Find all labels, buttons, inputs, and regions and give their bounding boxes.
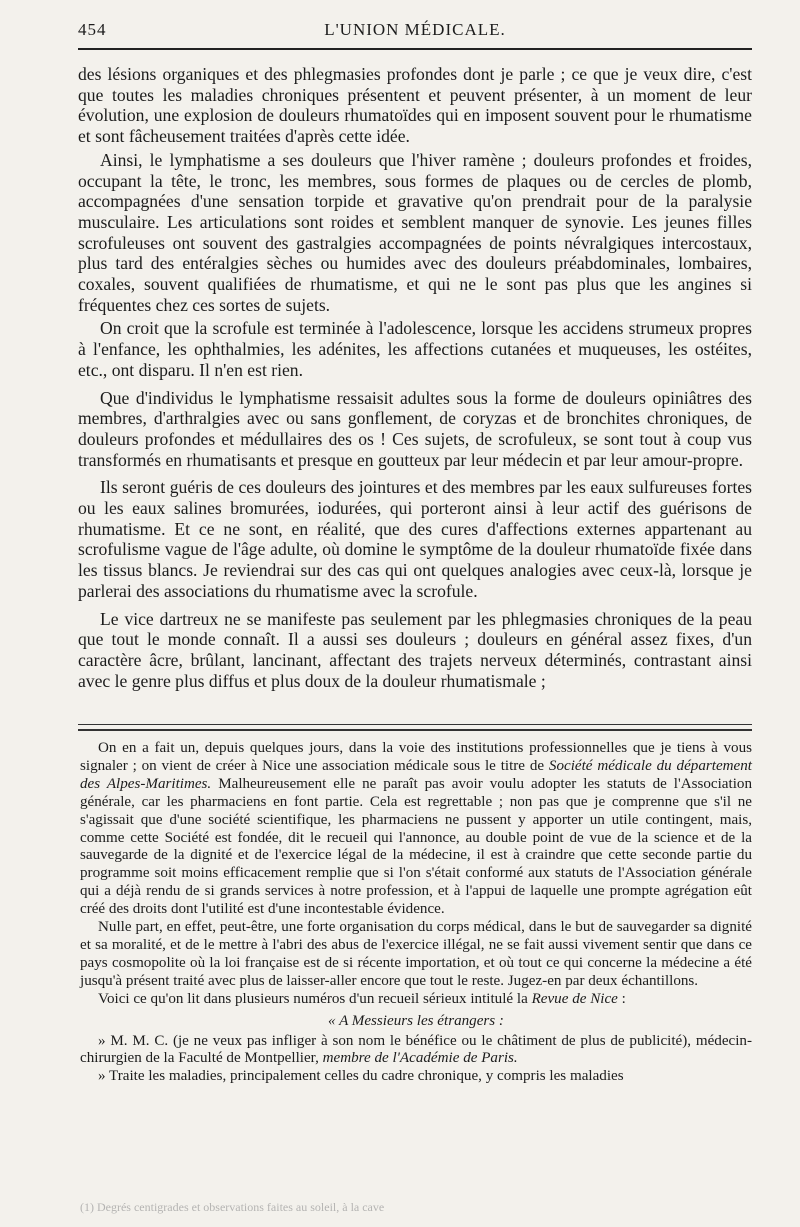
page-header	[78, 20, 752, 46]
advert-heading: « A Messieurs les étrangers :	[328, 1012, 504, 1029]
feuilleton-text: Malheureusement elle ne paraît pas avoir voulu adopter les statuts de l'Association générale, car les pharmaciens en font partie. Cela est regrettable ; non pas que je comprenne que s'il ne s'agissait que d'une société scientifique, les pharmaciens ne pussent y apporter un utile contingent, mais, comme cette Société est fondée, dit le recueil qui l'annonce, au double point de vue de la science et de la sauvegarde de la dignité et de l'exercice légal de la médecine, il est à craindre que cette seconde partie du programme soit moins efficacement remplie que si l'on s'était conformé aux statuts de l'Association générale qui a déjà rendu de si grands services à notre profession, et à l'appui de laquelle une prompte agrégation eût créé des droits dont l'utilité est d'une incontestable évidence.	[80, 775, 752, 918]
feuilleton-separator	[78, 724, 752, 731]
article-paragraph: Que d'individus le lymphatisme ressaisit adultes sous la forme de douleurs opiniâtres des membres, d'arthralgies avec ou sans gonflement, de coryzas et de bronchites chroniques, de douleurs profondes et médullaires des os ! Ces sujets, de scrofuleux, se sont tout à coup vus transformés en rhumatisants et presque en goutteux par leur médecin et par leur amour-propre.	[78, 387, 752, 470]
feuilleton-paragraph	[80, 740, 752, 919]
feuilleton-text: :	[617, 990, 626, 1007]
article-paragraph: des lésions organiques et des phlegmasies profondes dont je parle ; ce que je veux dire, c'est que toutes les maladies chroniques présentent et peuvent présenter, à un moment de leur évolution, une explosion de douleurs rhumatoïdes qui en imposent souvent pour le rhumatisme et sont fâcheusement traitées d'après cette idée.	[78, 64, 752, 147]
feuilleton-italic: Société médicale du département des Alpes-Maritimes.	[80, 757, 752, 792]
feuilleton-paragraph: Nulle part, en effet, peut-être, une forte organisation du corps médical, dans le but de sauvegarder sa dignité et sa moralité, et de le mettre à l'abri des abus de l'exercice illégal, ne se fait aussi vivement sentir que dans ce pays cosmopolite où la loi française est de si récente importation, et où tout ce qui concerne la médecine a été jusqu'à présent traité avec plus de laisser-aller encore que tout le reste. Jugez-en par deux échantillons.	[80, 919, 752, 989]
feuilleton-italic: membre de l'Académie de Paris.	[322, 1050, 518, 1067]
feuilleton-paragraph	[80, 1033, 752, 1069]
feuilleton-paragraph: » Traite les maladies, principalement celles du cadre chronique, y compris les maladies	[98, 1068, 624, 1085]
main-article	[78, 64, 752, 691]
header-rule	[78, 48, 752, 50]
feuilleton-text: On en a fait un, depuis quelques jours, dans la voie des institutions professionnelles que je tiens à vous signaler ; on vient de créer à Nice une association médicale sous le titre de	[80, 740, 752, 774]
feuilleton-italic: Revue de Nice	[531, 990, 618, 1007]
running-title: L'UNION MÉDICALE.	[324, 20, 506, 39]
article-paragraph: Ils seront guéris de ces douleurs des jointures et des membres par les eaux sulfureuses fortes ou les eaux salines bromurées, iodurées, qui porteront ainsi à leur actif des guérisons de rhumatisme. Et ce ne sont, en réalité, que des cures d'affections externes appartenant au scrofulisme vague de l'âge adulte, où domine le symptôme de la douleur rhumatoïde fixée dans les tissus blancs. Je reviendrai sur des cas qui ont quelques analogies avec ceux-là, lorsque je parlerai des associations du rhumatisme avec la scrofule.	[78, 477, 752, 601]
feuilleton-paragraph	[80, 991, 752, 1009]
feuilleton-section	[80, 740, 752, 1086]
footnote-bleed-through: (1) Degrés centigrades et observations faites au soleil, à la cave	[80, 1200, 385, 1214]
feuilleton-text: » M. M. C. (je ne veux pas infliger à son nom le bénéfice ou le châtiment de plus de publicité), médecin-chirurgien de la Faculté de Montpellier,	[80, 1032, 752, 1067]
article-paragraph: Ainsi, le lymphatisme a ses douleurs que l'hiver ramène ; douleurs profondes et froides, occupant la tête, le tronc, les membres, sous formes de plaques ou de cercles de plomb, accompagnées d'une sensation torpide et gravative qu'on prendrait pour de la paralysie musculaire. Les articulations sont roides et semblent manquer de synovie. Les jeunes filles scrofuleuses ont souvent des gastralgies accompagnées de points névralgiques intercostaux, plus tard des entéralgies sèches ou humides avec des douleurs préabdominales, lombaires, coxales, souvent qualifiées de rhumatisme, et qui ne le sont pas plus que les angines si fréquentes chez ces sortes de sujets.	[78, 149, 752, 315]
article-paragraph: Le vice dartreux ne se manifeste pas seulement par les phlegmasies chroniques de la peau que tout le monde connaît. Il a aussi ses douleurs ; douleurs en général assez fixes, d'un caractère âcre, brûlant, lancinant, affectant des trajets nerveux déterminés, contrastant ainsi avec le genre plus diffus et plus doux de la douleur rhumatismale ;	[78, 608, 752, 691]
feuilleton-text: Voici ce qu'on lit dans plusieurs numéros d'un recueil sérieux intitulé la	[98, 990, 532, 1007]
page-number: 454	[78, 20, 107, 39]
article-paragraph: On croit que la scrofule est terminée à l'adolescence, lorsque les accidens strumeux propres à l'enfance, les ophthalmies, les adénites, les affections cutanées et muqueuses, les ostéites, etc., ont disparu. Il n'en est rien.	[78, 318, 752, 380]
